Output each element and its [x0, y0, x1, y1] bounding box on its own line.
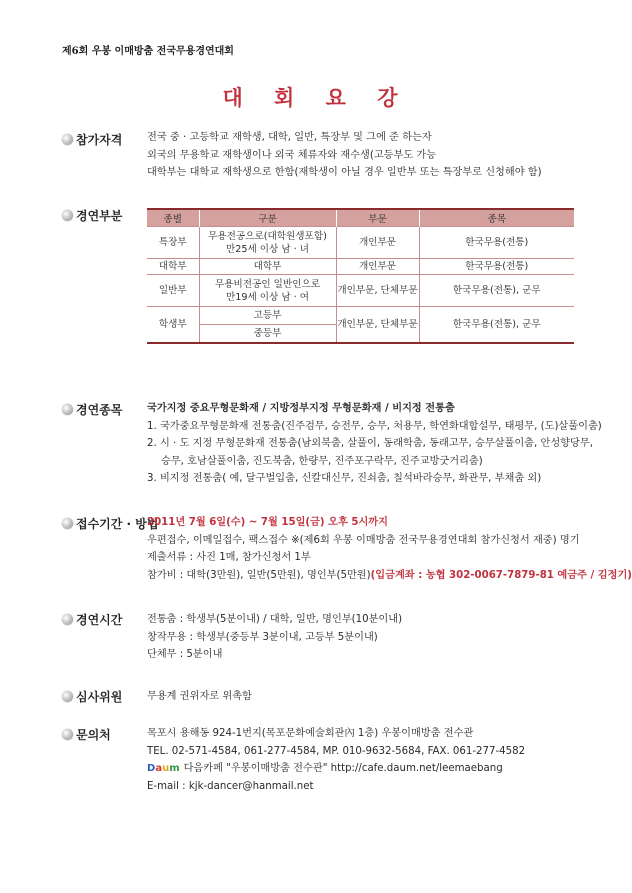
table-row [147, 307, 574, 325]
application-line: 제출서류 : 사진 1매, 참가신청서 1부 [147, 552, 311, 563]
table-cell: 한국무용(전통), 군무 [419, 275, 574, 307]
fee-account: (입금계좌 : 농협 302-0067-7879-81 예금주 / 김정기) [370, 569, 632, 581]
eligibility-label-text: 참가자격 [76, 133, 123, 147]
judges-label-text: 심사위원 [76, 690, 123, 704]
column-header: 구분 [199, 209, 336, 227]
events-line: 1. 국가중요무형문화재 전통춤(진주검무, 승전무, 승무, 처용무, 학연화대합설무, 태평무, (도)살풀이춤) [147, 420, 602, 432]
table-cell: 고등부 [199, 307, 336, 325]
table-cell: 학생부 [147, 307, 199, 343]
divisions-label-text: 경연부분 [76, 209, 123, 223]
table-header-row [147, 209, 574, 227]
cell-line: 만25세 이상 남 · 녀 [225, 243, 310, 255]
time-line: 단체무 : 5분이내 [147, 649, 223, 660]
divisions-table [147, 208, 574, 344]
contact-email[interactable]: E-mail : kjk-dancer@hanmail.net [147, 780, 314, 792]
application-label [62, 515, 158, 532]
column-header: 종별 [147, 209, 199, 227]
contact-cafe[interactable] [147, 760, 617, 778]
eligibility-line: 대학부는 대학교 재학생으로 한함(재학생이 아닐 경우 일반부 또는 특장부로 신청해야 함) [147, 167, 542, 178]
bullet-icon [62, 518, 73, 529]
application-fee [147, 567, 632, 585]
table-cell: 한국무용(전통), 군무 [419, 307, 574, 343]
time-label [62, 611, 122, 628]
table-cell: 대학부 [147, 259, 199, 275]
table-cell [199, 275, 336, 307]
header-event-name: 제6회 우봉 이매방춤 전국무용경연대회 [62, 46, 234, 57]
bullet-icon [62, 729, 73, 740]
events-heading: 국가지정 중요무형문화재 / 지방정부지정 무형문화재 / 비지정 전통춤 [147, 403, 455, 414]
table-cell [199, 227, 336, 259]
contact-address: 목포시 용해동 924-1번지(목포문화예술회관內 1층) 우봉이매방춤 전수관 [147, 728, 474, 739]
table-row [147, 227, 574, 259]
time-line: 전통춤 : 학생부(5분이내) / 대학, 일반, 명인부(10분이내) [147, 614, 403, 625]
table-cell: 개인부문, 단체부문 [336, 307, 419, 343]
contact-phones: TEL. 02-571-4584, 061-277-4584, MP. 010-9632-5684, FAX. 061-277-4582 [147, 745, 526, 757]
table-cell: 중등부 [199, 325, 336, 343]
bullet-icon [62, 210, 73, 221]
cell-line: 만19세 이상 남 · 여 [225, 291, 310, 303]
eligibility-line: 외국의 무용학교 재학생이나 외국 체류자와 재수생(고등부도 가능 [147, 149, 437, 161]
time-label-text: 경연시간 [76, 613, 123, 627]
judges-label [62, 688, 122, 705]
contact-label [62, 726, 111, 743]
cafe-text[interactable]: 다음카페 "우봉이매방춤 전수관" http://cafe.daum.net/leemaebang [183, 763, 503, 774]
page-title: 대 회 요 강 [222, 86, 410, 110]
application-period: 2011년 7월 6일(수) ~ 7월 15일(금) 오후 5시까지 [147, 517, 388, 528]
eligibility-label [62, 131, 122, 148]
events-line: 승무, 호남살풀이춤, 진도북춤, 한량무, 진주포구락무, 진주교방굿거리춤) [161, 455, 483, 467]
bullet-icon [62, 134, 73, 145]
column-header: 부문 [336, 209, 419, 227]
fee-text: 참가비 : 대학(3만원), 일반(5만원), 명인부(5만원) [147, 569, 371, 581]
table-cell: 한국무용(전통) [419, 227, 574, 259]
application-label-text: 접수기간 · 방법 [76, 517, 159, 531]
table-cell: 한국무용(전통) [419, 259, 574, 275]
judges-text: 무용계 권위자로 위촉함 [147, 691, 252, 702]
table-cell: 개인부문, 단체부문 [336, 275, 419, 307]
events-line: 3. 비지정 전통춤( 예, 달구벌입춤, 신칼대신무, 진쇠춤, 칠석바라승무, 화관무, 부채춤 외) [147, 473, 542, 484]
events-line: 2. 시 · 도 지정 무형문화재 전통춤(남외북춤, 살풀이, 동래학춤, 동래고무, 승무살풀이춤, 안성향당무, [147, 438, 593, 449]
contact-label-text: 문의처 [76, 728, 111, 742]
table-cell: 일반부 [147, 275, 199, 307]
cell-line: 무용전공으로(대학원생포함) [208, 230, 327, 242]
events-label [62, 401, 122, 418]
events-label-text: 경연종목 [76, 403, 123, 417]
divisions-label [62, 207, 122, 224]
table-cell: 개인부문 [336, 227, 419, 259]
column-header: 종목 [419, 209, 574, 227]
application-line: 우편접수, 이메일접수, 팩스접수 ※(제6회 우봉 이매방춤 전국무용경연대회 참가신청서 재중) 명기 [147, 534, 580, 546]
table-row [147, 259, 574, 275]
bullet-icon [62, 614, 73, 625]
table-cell: 개인부문 [336, 259, 419, 275]
cell-line: 무용비전공인 일반인으로 [215, 278, 320, 290]
time-line: 창작무용 : 학생부(중등부 3분이내, 고등부 5분이내) [147, 631, 378, 643]
bullet-icon [62, 691, 73, 702]
table-cell: 특장부 [147, 227, 199, 259]
table-cell: 대학부 [199, 259, 336, 275]
table-row [147, 275, 574, 307]
eligibility-line: 전국 중 · 고등학교 재학생, 대학, 일반, 특장부 및 그에 준 하는자 [147, 132, 432, 143]
daum-logo-icon: Daum [147, 763, 180, 774]
bullet-icon [62, 404, 73, 415]
